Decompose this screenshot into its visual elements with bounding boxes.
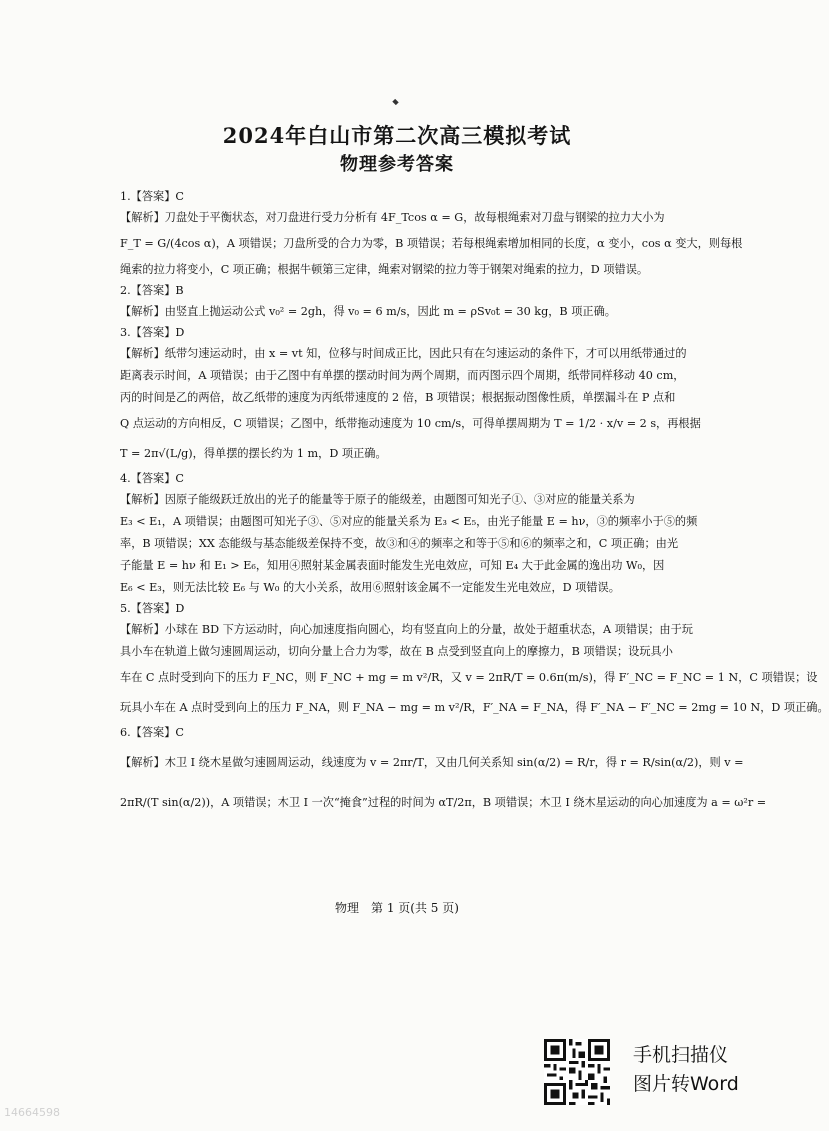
question-1 [120, 187, 743, 281]
explanation-line: 距离表示时间，A 项错误；由于乙图中有单摆的摆动时间为两个周期，而丙图示四个周期，纸带同样移动 40 cm， [120, 369, 685, 382]
explanation-line: 2πR/(T sin(α/2))，A 项错误；木卫 I 一次“掩食”过程的时间为 αT/2π，B 项错误；木卫 I 绕木星运动的向心加速度为 a = ω²r = [120, 796, 767, 809]
document-id: 14664598 [4, 1106, 60, 1119]
answer-label: 3.【答案】D [120, 326, 185, 339]
exam-title: 2024年白山市第二次高三模拟考试 [222, 123, 572, 148]
explanation-line: 【解析】由竖直上抛运动公式 v₀² = 2gh，得 v₀ = 6 m/s，因此 m = ρSv₀t = 30 kg，B 项正确。 [120, 305, 616, 318]
question-4 [120, 469, 698, 599]
answer-label: 5.【答案】D [120, 602, 185, 615]
explanation-line: E₃ < E₁，A 项错误；由题图可知光子③、⑤对应的能量关系为 E₃ < E₅，由光子能量 E = hν，③的频率小于⑤的频 [120, 515, 698, 528]
qr-code-icon [544, 1039, 610, 1105]
explanation-line: 【解析】刀盘处于平衡状态，对刀盘进行受力分析有 4F_Tcos α = G，故每根绳索对刀盘与钢梁的拉力大小为 [120, 211, 665, 224]
answer-label: 4.【答案】C [120, 472, 184, 485]
question-3 [120, 323, 701, 469]
explanation-line: 子能量 E = hν 和 E₁ > E₆，知用④照射某金属表面时能发生光电效应，可知 E₄ 大于此金属的逸出功 W₀，因 [120, 559, 665, 572]
explanation-line: F_T = G/(4cos α)，A 项错误；刀盘所受的合力为零，B 项错误；若每根绳索增加相同的长度，α 变小，cos α 变大，则每根 [120, 237, 743, 250]
explanation-line: 车在 C 点时受到向下的压力 F_NC，则 F_NC + mg = m v²/R，又 v = 2πR/T = 0.6π(m/s)，得 F′_NC = F_NC = 1 N，C 项错误；设 [120, 671, 818, 684]
explanation-line: 【解析】因原子能级跃迁放出的光子的能量等于原子的能级差，由题图可知光子①、③对应的能量关系为 [120, 493, 635, 506]
explanation-line: 具小车在轨道上做匀速圆周运动，切向分量上合力为零，故在 B 点受到竖直向上的摩擦力，B 项错误；设玩具小 [120, 645, 673, 658]
explanation-line: E₆ < E₃，则无法比较 E₆ 与 W₀ 的大小关系，故用⑥照射该金属不一定能发生光电效应，D 项错误。 [120, 581, 620, 594]
explanation-line: 【解析】木卫 I 绕木星做匀速圆周运动，线速度为 v = 2πr/T，又由几何关系知 sin(α/2) = R/r，得 r = R/sin(α/2)，则 v = [120, 756, 744, 769]
explanation-line: 【解析】小球在 BD 下方运动时，向心加速度指向圆心，均有竖直向上的分量，故处于超重状态，A 项错误；由于玩 [120, 623, 693, 636]
explanation-line: T = 2π√(L/g)，得单摆的摆长约为 1 m，D 项正确。 [120, 447, 387, 460]
explanation-line: 丙的时间是乙的两倍，故乙纸带的速度为丙纸带速度的 2 倍，B 项错误；根据振动图像性质，单摆漏斗在 P 点和 [120, 391, 676, 404]
page-footer: 物理 第 1 页(共 5 页) [335, 901, 459, 915]
question-2 [120, 281, 685, 323]
explanation-line: 【解析】纸带匀速运动时，由 x = vt 知，位移与时间成正比，因此只有在匀速运动的条件下，才可以用纸带通过的 [120, 347, 687, 360]
question-6 [120, 723, 767, 823]
explanation-line: Q 点运动的方向相反，C 项错误；乙图中，纸带拖动速度为 10 cm/s，可得单摆周期为 T = 1/2 · x/v = 2 s，再根据 [120, 417, 701, 430]
explanation-line: 玩具小车在 A 点时受到向上的压力 F_NA，则 F_NA − mg = m v²/R，F′_NA = F_NA，得 F′_NA − F′_NC = 2mg = 10 N，D 项正确。 [120, 701, 829, 714]
answer-list [120, 187, 829, 823]
explanation-line: 率，B 项错误；XX 态能级与基态能级差保持不变，故③和④的频率之和等于⑤和⑥的频率之和，C 项正确；由光 [120, 537, 679, 550]
scanner-watermark [633, 1041, 739, 1099]
answer-label: 6.【答案】C [120, 726, 184, 739]
watermark-line: 图片转Word [633, 1073, 739, 1095]
answer-label: 1.【答案】C [120, 190, 184, 203]
answer-label: 2.【答案】B [120, 284, 184, 297]
question-5 [120, 599, 829, 723]
top-mark-icon [392, 99, 398, 105]
explanation-line: 绳索的拉力将变小，C 项正确；根据牛顿第三定律，绳索对钢梁的拉力等于钢架对绳索的拉力，D 项错误。 [120, 263, 649, 276]
watermark-line: 手机扫描仪 [633, 1044, 729, 1066]
exam-subtitle: 物理参考答案 [340, 154, 454, 175]
